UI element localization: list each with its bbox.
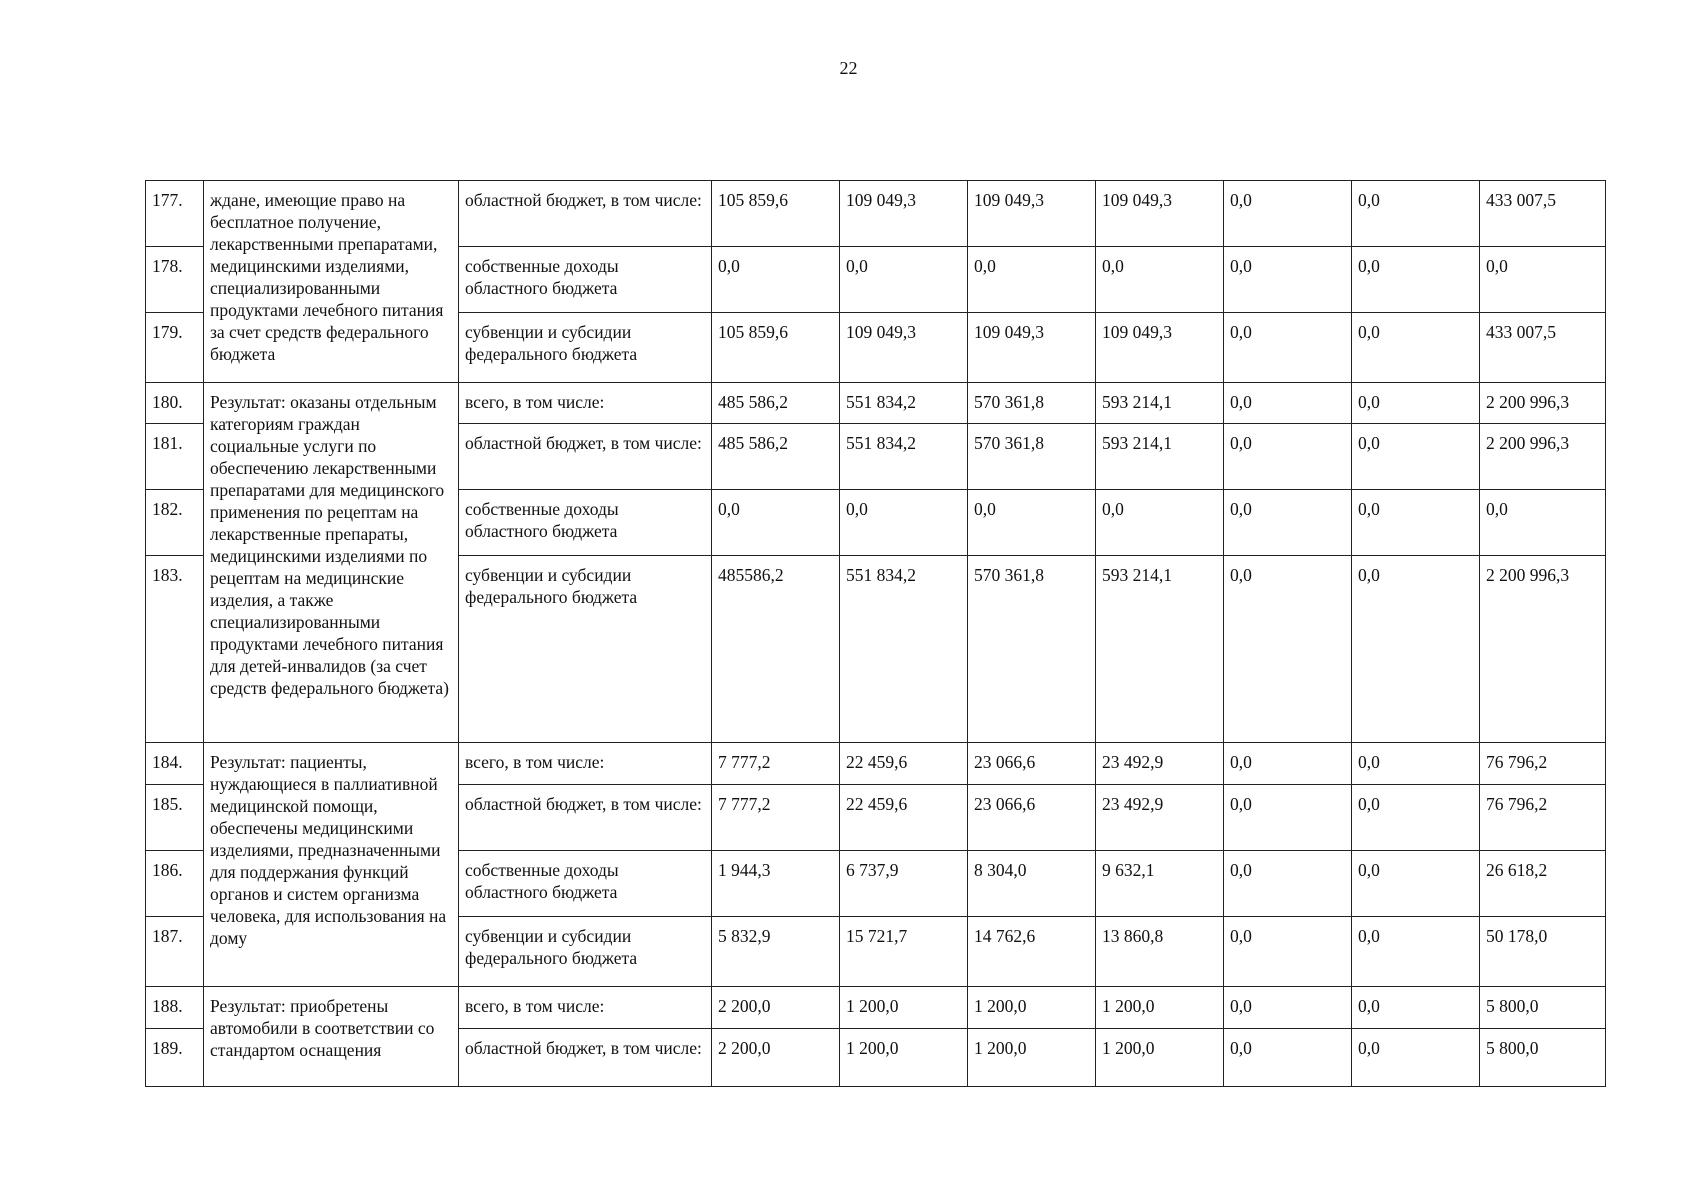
value-cell: 0,0 (1224, 1029, 1352, 1087)
funding-source: собственные доходы областного бюджета (459, 247, 712, 313)
value-cell: 22 459,6 (840, 743, 968, 785)
row-number: 184. (146, 743, 204, 785)
funding-source: собственные доходы областного бюджета (459, 851, 712, 917)
table-row (146, 743, 1606, 785)
table-row (146, 181, 1606, 247)
value-cell: 7 777,2 (712, 785, 840, 851)
value-cell: 109 049,3 (840, 181, 968, 247)
value-cell: 593 214,1 (1096, 556, 1224, 743)
value-cell: 551 834,2 (840, 424, 968, 490)
total-cell: 5 800,0 (1480, 987, 1606, 1029)
row-number: 188. (146, 987, 204, 1029)
value-cell: 1 200,0 (840, 1029, 968, 1087)
value-cell: 0,0 (1224, 785, 1352, 851)
value-cell: 0,0 (1352, 383, 1480, 424)
value-cell: 7 777,2 (712, 743, 840, 785)
value-cell: 0,0 (1224, 917, 1352, 987)
value-cell: 570 361,8 (968, 424, 1096, 490)
row-number: 183. (146, 556, 204, 743)
value-cell: 109 049,3 (840, 313, 968, 383)
value-cell: 0,0 (1224, 181, 1352, 247)
value-cell: 22 459,6 (840, 785, 968, 851)
value-cell: 0,0 (712, 247, 840, 313)
funding-source: всего, в том числе: (459, 383, 712, 424)
total-cell: 2 200 996,3 (1480, 383, 1606, 424)
value-cell: 0,0 (712, 490, 840, 556)
value-cell: 1 944,3 (712, 851, 840, 917)
value-cell: 485 586,2 (712, 383, 840, 424)
value-cell: 0,0 (1224, 556, 1352, 743)
funding-source: субвенции и субсидии федерального бюджета (459, 313, 712, 383)
value-cell: 0,0 (1096, 490, 1224, 556)
table-row (146, 987, 1606, 1029)
row-number: 189. (146, 1029, 204, 1087)
value-cell: 485586,2 (712, 556, 840, 743)
total-cell: 50 178,0 (1480, 917, 1606, 987)
value-cell: 570 361,8 (968, 383, 1096, 424)
row-number: 182. (146, 490, 204, 556)
value-cell: 1 200,0 (968, 987, 1096, 1029)
value-cell: 1 200,0 (968, 1029, 1096, 1087)
row-number: 187. (146, 917, 204, 987)
value-cell: 109 049,3 (1096, 313, 1224, 383)
value-cell: 23 492,9 (1096, 785, 1224, 851)
value-cell: 551 834,2 (840, 556, 968, 743)
funding-source: областной бюджет, в том числе: (459, 785, 712, 851)
value-cell: 1 200,0 (1096, 987, 1224, 1029)
result-description: Результат: пациенты, нуждающиеся в паллиативной медицинской помощи, обеспечены медицинскими изделиями, предназначенными для поддержания функций органов и систем организма человека, для использования на дому (204, 743, 459, 987)
table-row (146, 383, 1606, 424)
value-cell: 0,0 (968, 247, 1096, 313)
value-cell: 0,0 (1352, 987, 1480, 1029)
total-cell: 26 618,2 (1480, 851, 1606, 917)
row-number: 178. (146, 247, 204, 313)
value-cell: 0,0 (1224, 743, 1352, 785)
value-cell: 570 361,8 (968, 556, 1096, 743)
value-cell: 0,0 (1352, 917, 1480, 987)
value-cell: 0,0 (1224, 383, 1352, 424)
value-cell: 23 066,6 (968, 785, 1096, 851)
total-cell: 433 007,5 (1480, 313, 1606, 383)
value-cell: 105 859,6 (712, 181, 840, 247)
total-cell: 0,0 (1480, 490, 1606, 556)
value-cell: 14 762,6 (968, 917, 1096, 987)
value-cell: 593 214,1 (1096, 424, 1224, 490)
funding-source: областной бюджет, в том числе: (459, 424, 712, 490)
value-cell: 0,0 (1352, 424, 1480, 490)
budget-table (145, 180, 1606, 1087)
value-cell: 593 214,1 (1096, 383, 1224, 424)
value-cell: 0,0 (1352, 490, 1480, 556)
value-cell: 551 834,2 (840, 383, 968, 424)
value-cell: 0,0 (1352, 785, 1480, 851)
row-number: 177. (146, 181, 204, 247)
value-cell: 0,0 (1352, 851, 1480, 917)
value-cell: 0,0 (1352, 556, 1480, 743)
value-cell: 23 066,6 (968, 743, 1096, 785)
funding-source: всего, в том числе: (459, 987, 712, 1029)
total-cell: 433 007,5 (1480, 181, 1606, 247)
row-number: 181. (146, 424, 204, 490)
result-description: Результат: приобретены автомобили в соответствии со стандартом оснащения (204, 987, 459, 1087)
value-cell: 0,0 (1352, 1029, 1480, 1087)
value-cell: 109 049,3 (968, 181, 1096, 247)
funding-source: областной бюджет, в том числе: (459, 181, 712, 247)
value-cell: 2 200,0 (712, 1029, 840, 1087)
row-number: 186. (146, 851, 204, 917)
value-cell: 23 492,9 (1096, 743, 1224, 785)
value-cell: 105 859,6 (712, 313, 840, 383)
value-cell: 0,0 (1224, 987, 1352, 1029)
funding-source: субвенции и субсидии федерального бюджета (459, 917, 712, 987)
row-number: 180. (146, 383, 204, 424)
funding-source: всего, в том числе: (459, 743, 712, 785)
funding-source: собственные доходы областного бюджета (459, 490, 712, 556)
row-number: 179. (146, 313, 204, 383)
value-cell: 0,0 (1352, 247, 1480, 313)
value-cell: 0,0 (1224, 247, 1352, 313)
value-cell: 0,0 (1352, 743, 1480, 785)
value-cell: 109 049,3 (968, 313, 1096, 383)
value-cell: 0,0 (1096, 247, 1224, 313)
value-cell: 0,0 (1224, 490, 1352, 556)
result-description: Результат: оказаны отдельным категориям граждан социальные услуги по обеспечению лекарственными препаратами для медицинского применения по рецептам на лекарственные препараты, медицинскими изделиями по рецептам на медицинские изделия, а также специализированными продуктами лечебного питания для детей-инвалидов (за счет средств федерального бюджета) (204, 383, 459, 743)
value-cell: 1 200,0 (1096, 1029, 1224, 1087)
value-cell: 1 200,0 (840, 987, 968, 1029)
total-cell: 2 200 996,3 (1480, 556, 1606, 743)
total-cell: 5 800,0 (1480, 1029, 1606, 1087)
value-cell: 15 721,7 (840, 917, 968, 987)
value-cell: 13 860,8 (1096, 917, 1224, 987)
value-cell: 0,0 (1224, 424, 1352, 490)
value-cell: 0,0 (840, 247, 968, 313)
total-cell: 76 796,2 (1480, 785, 1606, 851)
total-cell: 0,0 (1480, 247, 1606, 313)
total-cell: 2 200 996,3 (1480, 424, 1606, 490)
value-cell: 0,0 (1352, 181, 1480, 247)
value-cell: 2 200,0 (712, 987, 840, 1029)
value-cell: 109 049,3 (1096, 181, 1224, 247)
funding-source: субвенции и субсидии федерального бюджета (459, 556, 712, 743)
result-description: ждане, имеющие право на бесплатное получение, лекарственными препаратами, медицинскими изделиями, специализированными продуктами лечебного питания за счет средств федерального бюджета (204, 181, 459, 383)
value-cell: 485 586,2 (712, 424, 840, 490)
value-cell: 0,0 (968, 490, 1096, 556)
value-cell: 9 632,1 (1096, 851, 1224, 917)
value-cell: 0,0 (1224, 313, 1352, 383)
value-cell: 6 737,9 (840, 851, 968, 917)
value-cell: 5 832,9 (712, 917, 840, 987)
total-cell: 76 796,2 (1480, 743, 1606, 785)
value-cell: 0,0 (1224, 851, 1352, 917)
value-cell: 8 304,0 (968, 851, 1096, 917)
row-number: 185. (146, 785, 204, 851)
value-cell: 0,0 (840, 490, 968, 556)
value-cell: 0,0 (1352, 313, 1480, 383)
funding-source: областной бюджет, в том числе: (459, 1029, 712, 1087)
page-number: 22 (839, 58, 858, 78)
